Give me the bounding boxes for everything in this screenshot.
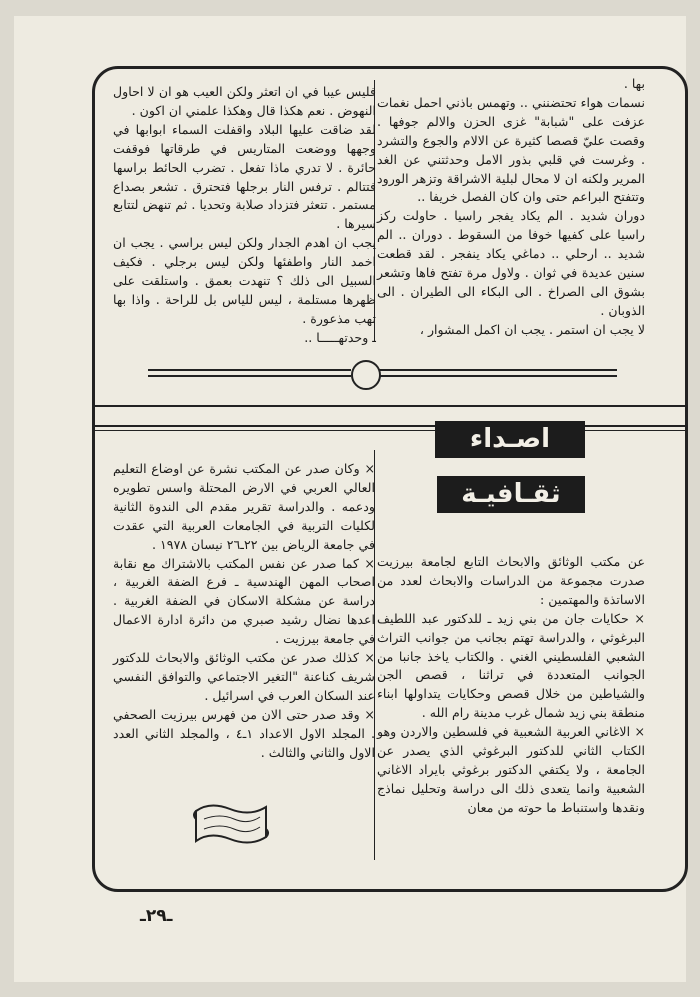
page-number: ـ٢٩ـ bbox=[140, 906, 173, 926]
section-divider bbox=[92, 405, 688, 407]
separator-line-right bbox=[379, 375, 617, 377]
circle-ornament bbox=[351, 360, 381, 390]
paragraph: لقد ضاقت عليها البلاد واقفلت السماء ابوابها في وجهها ووضعت المتاريس في طرقاتها فوقفت حائرة . لا تدري ماذا تفعل . تضرب الحائط براسها فتتالم . ترفس النار برجلها فتحترق . تشعر بصداع مستمر . تتعثر فتزداد صلابة وتحديا . ثم تنهض لتتابع سيرها . bbox=[113, 121, 376, 232]
section-subtitle-banner: ثقـافيـة bbox=[437, 476, 585, 513]
news-column-right bbox=[377, 553, 645, 818]
paragraph: لا يجب ان استمر . يجب ان اكمل المشوار ، bbox=[419, 321, 645, 337]
section-divider bbox=[92, 430, 688, 431]
paragraph: فليس عيبا في ان اتعثر ولكن العيب هو ان لا احاول النهوض . نعم هكذا قال وهكذا علمني ان اكون . bbox=[113, 84, 376, 118]
separator-line-left bbox=[148, 369, 351, 371]
paragraph: × كذلك صدر عن مكتب الوثائق والابحاث للدكتور شريف كناعنة "التغير الاجتماعي والتوافق النفسي عند السكان العرب في اسرائيل . bbox=[113, 650, 375, 703]
paragraph: × كما صدر عن نفس المكتب بالاشتراك مع نقابة اصحاب المهن الهندسية ـ فرع الضفة الغربية ، دراسة عن مشكلة الاسكان في الضفة الغربية . اعدها نضال رشيد صبري من دائرة ادارة الاعمال في جامعة بيرزيت . bbox=[113, 555, 375, 647]
separator-line-left bbox=[148, 375, 351, 377]
separator-line-right bbox=[379, 369, 617, 371]
story-column-left bbox=[113, 83, 376, 348]
paragraph: × الاغاني العربية الشعبية في فلسطين والاردن وهو الكتاب الثاني للدكتور البرغوثي الذي يصدر عن الجامعة ، ولا يكتفي الدكتور برغوثي بايراد الاغاني الشعبية وانما يتعدى ذلك الى دراسة وتحليل نماذج ونقدها واستنباط ما حوته من معان bbox=[377, 724, 645, 815]
paragraph: بها . bbox=[623, 76, 645, 91]
scroll-ornament-icon bbox=[190, 797, 272, 849]
paragraph: ـ وحدتهـــــا .. bbox=[304, 329, 376, 345]
news-column-left bbox=[113, 460, 375, 763]
paragraph: × وقد صدر حتى الان من فهرس بيرزيت الصحفي . المجلد الاول الاعداد ١ـ٤ ، والمجلد الثاني العدد الاول والثاني والثالث . bbox=[113, 706, 375, 760]
paragraph: عن مكتب الوثائق والابحاث التابع لجامعة بيرزيت صدرت مجموعة من الدراسات والابحاث لعدد من الاساتذة والمهتمين : bbox=[377, 554, 645, 607]
paragraph: × حكايات جان من بني زيد ـ للدكتور عبد اللطيف البرغوثي ، والدراسة تهتم بجانب من جوانب التراث الشعبي الفلسطيني الغني . والكتاب ياخذ جانبا من الجوانب المتعددة في تراثنا ، قصص الجن والشياطين من خلال قصص وحكايات يتداولها ابناء منطقة بني زيد شمال غرب مدينة رام الله . bbox=[377, 610, 645, 721]
section-title-banner: اصـداء bbox=[435, 421, 585, 458]
story-column-right bbox=[377, 75, 645, 340]
paragraph: نسمات هواء تحتضنني .. وتهمس باذني احمل نغمات عزفت على "شبابة" غزى الحزن والالم جوفها . وقصت عليّ قصصا كثيرة عن الالام والجوع والتشرد . وغرست في قلبي بذور الامل وحدثتني عن الغد المرير ولكنه ان لا محال لبلية الاشراقة وتزهر الورود وتتفتح البراعم حتى وان كان الفصل خريفا .. bbox=[377, 94, 645, 205]
section-divider bbox=[92, 425, 688, 427]
paragraph: دوران شديد . الم يكاد يفجر راسيا . حاولت ركز راسيا على كفيها خوفا من السقوط . دوران .. الم شديد .. ارحلي .. دماغي يكاد ينفجر . لقد قطعت سنين عديدة في ثوان . ولاول مرة تفتح فاها وتشعر بشوق الى الصراخ . الى البكاء الى الطيران . الى الذوبان . bbox=[377, 208, 645, 318]
paragraph: × وكان صدر عن المكتب نشرة عن اوضاع التعليم العالي العربي في الارض المحتلة واسس تطويره ودعمه . والدراسة تقرير مقدم الى الندوة الثانية لكليات التربية في الجامعات العربية التي عقدت في جامعة الرياض بين ٢٢ـ٢٦ نيسان ١٩٧٨ . bbox=[113, 461, 375, 552]
paragraph: يجب ان اهدم الجدار ولكن ليس براسي . يجب ان اخمد النار واطفئها ولكن ليس برجلي . فكيف السبيل الى ذلك ؟ تنهدت بعمق . واستلقت على ظهرها مستلمة ، ليس للياس بل للراحة . واذا بها تهب مذعورة . bbox=[113, 235, 376, 326]
